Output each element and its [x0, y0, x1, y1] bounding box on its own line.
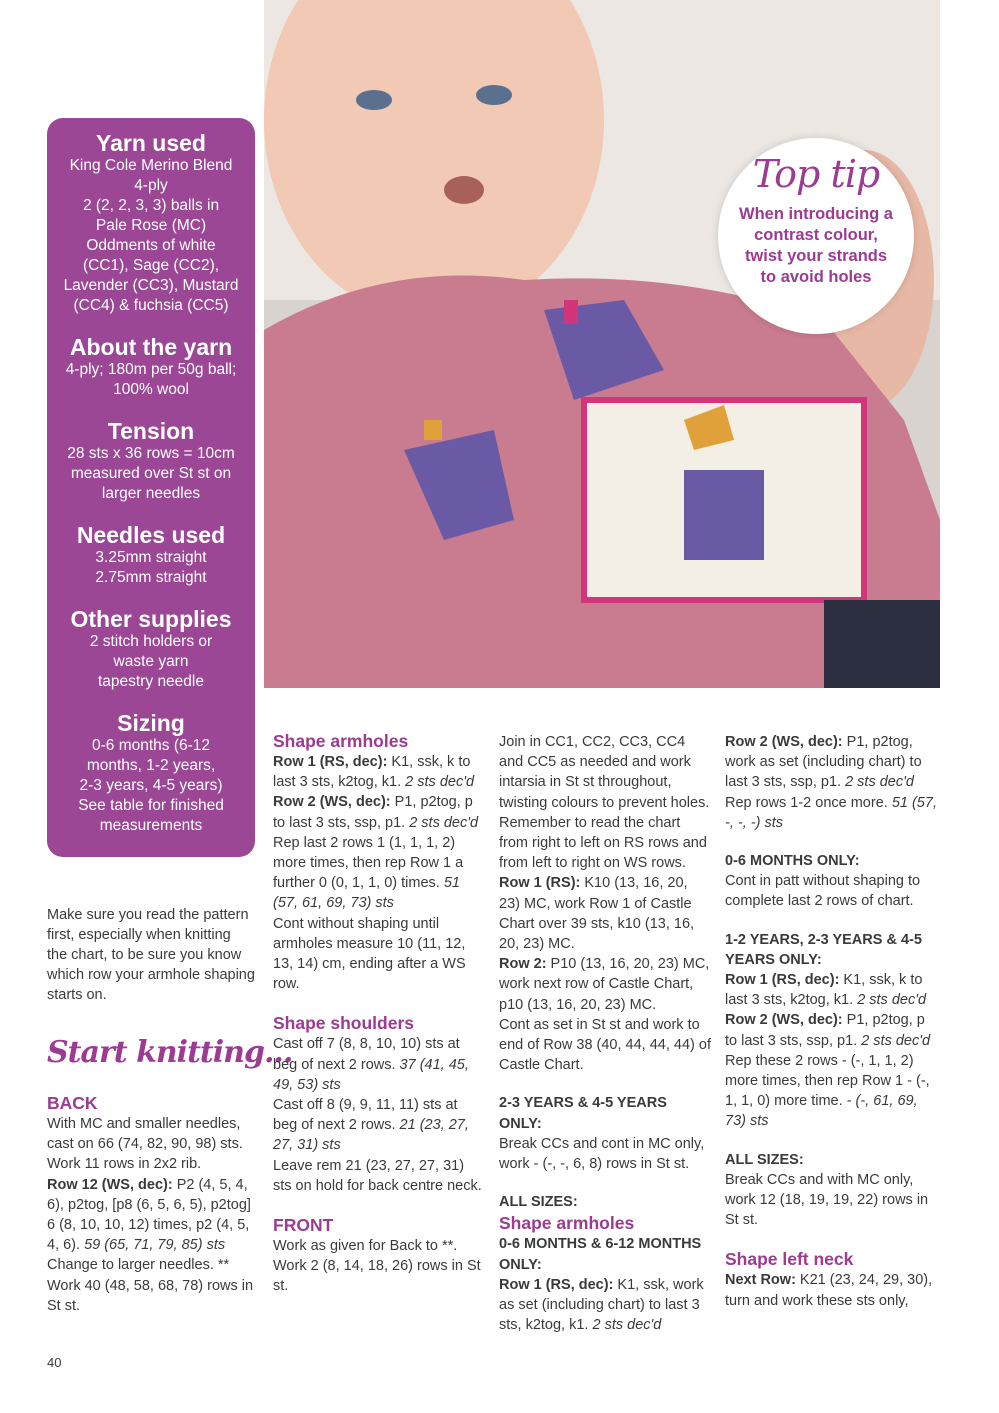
- page-number: 40: [47, 1355, 62, 1370]
- needles-heading: Needles used: [76, 522, 226, 548]
- front-shape-armholes-heading: Shape armholes: [499, 1213, 635, 1234]
- column-1: [47, 1092, 259, 1316]
- chart-row-2: Row 2: P10 (13, 16, 20, 23) MC, work next row of Castle Chart, p10 (13, 16, 20, 23) MC.: [499, 956, 710, 1013]
- yarn-used-text: King Cole Merino Blend 4-ply 2 (2, 2, 3, 3) balls in Pale Rose (MC) Oddments of white (CC1), Sage (CC2), Lavender (CC3), Mustard (CC4) & fuchsia (CC5): [63, 157, 239, 314]
- top-tip-title: Top tip: [752, 152, 880, 196]
- months-heading: 0-6 MONTHS & 6-12 MONTHS ONLY:: [499, 1236, 702, 1273]
- shoulder-step-2: Cast off 8 (9, 9, 11, 11) sts at beg of next 2 rows. 21 (23, 27, 27, 31) sts: [273, 1097, 469, 1154]
- column-2: [273, 730, 483, 1297]
- front-armhole-row-2: Row 2 (WS, dec): P1, p2tog, work as set (including chart) to last 3 sts, ssp, p1. 2 sts dec'd: [725, 734, 922, 791]
- chart-row-1: Row 1 (RS): K10 (13, 16, 20, 23) MC, work Row 1 of Castle Chart over 39 sts, k10 (13, 16, 20, 23) MC.: [499, 875, 695, 953]
- shape-armholes-heading: Shape armholes: [273, 731, 409, 751]
- tension-heading: Tension: [107, 418, 195, 444]
- back-cast-on: With MC and smaller needles, cast on 66 (74, 82, 90, 98) sts. Work 11 rows in 2x2 rib.: [47, 1116, 243, 1173]
- yarn-used-section: [47, 118, 255, 316]
- years-repeat: Rep these 2 rows - (-, 1, 1, 2) more times, then rep Row 1 - (-, 1, 1, 0) more time. - (-, 61, 69, 73) sts: [725, 1052, 930, 1130]
- chart-continue: Cont as set in St st and work to end of Row 38 (40, 44, 44, 44) of Castle Chart.: [499, 1016, 711, 1074]
- photo-illustration: [264, 0, 940, 688]
- sizing-heading: Sizing: [117, 710, 185, 736]
- shoulder-step-1: Cast off 7 (8, 8, 10, 10) sts at beg of next 2 rows. 37 (41, 45, 49, 53) sts: [273, 1036, 469, 1093]
- back-row-12: Row 12 (WS, dec): P2 (4, 5, 4, 6), p2tog, [p8 (6, 5, 6, 5), p2tog] 6 (8, 10, 10, 12) times, p2 (4, 5, 4, 6). 59 (65, 71, 79, 85) sts: [47, 1176, 251, 1254]
- back-change-needles: Change to larger needles. **: [47, 1257, 230, 1274]
- front-armhole-repeat: Rep rows 1-2 once more. 51 (57, -, -, -) sts: [725, 794, 937, 831]
- shape-shoulders-heading: Shape shoulders: [273, 1013, 415, 1034]
- baby-sweater-photo: [264, 0, 940, 688]
- top-tip-text: When introducing a contrast colour, twist your strands to avoid holes: [739, 205, 893, 286]
- armhole-continue: Cont without shaping until armholes measure 10 (11, 12, 13, 14) cm, ending after a WS row.: [273, 915, 466, 993]
- shoulder-step-3: Leave rem 21 (23, 27, 27, 31) sts on hold for back centre neck.: [273, 1157, 482, 1194]
- yarn-used-heading: Yarn used: [96, 130, 206, 156]
- about-yarn-heading: About the yarn: [69, 334, 233, 360]
- column-4: [725, 732, 940, 1311]
- years-row-2: Row 2 (WS, dec): P1, p2tog, p to last 3 sts, ssp, p1. 2 sts dec'd: [725, 1012, 931, 1049]
- intro-note: Make sure you read the pattern first, especially when knitting the chart, to be sure you know which row your armhole shaping starts on.: [47, 907, 255, 1003]
- tension-section: [47, 400, 255, 504]
- months-0-6-text: Cont in patt without shaping to complete last 2 rows of chart.: [725, 873, 921, 910]
- shape-left-neck-heading: Shape left neck: [725, 1249, 854, 1270]
- start-knitting-heading: Start knitting...: [47, 1035, 293, 1070]
- other-supplies-section: [47, 588, 255, 692]
- column-3: [499, 732, 711, 1335]
- front-armhole-row-1: Row 1 (RS, dec): K1, ssk, work as set (including chart) to last 3 sts, k2tog, k1. 2 sts dec'd: [499, 1276, 704, 1334]
- all-sizes-heading: ALL SIZES:: [499, 1194, 578, 1211]
- armhole-repeat: Rep last 2 rows 1 (1, 1, 1, 2) more times, then rep Row 1 a further 0 (0, 1, 1, 0) times. 51 (57, 61, 69, 73) sts: [273, 834, 464, 912]
- armhole-row-2: Row 2 (WS, dec): P1, p2tog, p to last 3 sts, ssp, p1. 2 sts dec'd: [273, 794, 479, 831]
- other-supplies-heading: Other supplies: [70, 606, 232, 632]
- all-sizes-heading-2: ALL SIZES:: [725, 1151, 804, 1168]
- years-2-5-heading: 2-3 YEARS & 4-5 YEARS ONLY:: [499, 1095, 667, 1132]
- tension-text: 28 sts x 36 rows = 10cm measured over St st on larger needles: [67, 445, 235, 502]
- sizing-text: 0-6 months (6-12 months, 1-2 years, 2-3 years, 4-5 years) See table for finished measurements: [78, 737, 224, 834]
- sizing-section: [47, 692, 255, 836]
- all-sizes-text: Break CCs and with MC only, work 12 (18, 19, 19, 22) rows in St st.: [725, 1171, 929, 1229]
- top-tip-badge: [718, 138, 914, 334]
- intarsia-intro: Join in CC1, CC2, CC3, CC4 and CC5 as needed and work intarsia in St st throughout, twisting colours to prevent holes. Remember to read the chart from right to left on RS rows and from left to right on WS rows.: [499, 734, 710, 872]
- about-yarn-section: [47, 316, 255, 400]
- years-2-5-text: Break CCs and cont in MC only, work - (-, -, 6, 8) rows in St st.: [499, 1135, 705, 1173]
- front-text: Work as given for Back to **. Work 2 (8, 14, 18, 26) rows in St st.: [273, 1238, 481, 1295]
- years-row-1: Row 1 (RS, dec): K1, ssk, k to last 3 sts, k2tog, k1. 2 sts dec'd: [725, 972, 927, 1009]
- about-yarn-text: 4-ply; 180m per 50g ball; 100% wool: [65, 361, 237, 398]
- armhole-row-1: Row 1 (RS, dec): K1, ssk, k to last 3 sts, k2tog, k1. 2 sts dec'd: [273, 754, 475, 791]
- needles-text: 3.25mm straight 2.75mm straight: [95, 549, 207, 586]
- back-work-rows: Work 40 (48, 58, 68, 78) rows in St st.: [47, 1277, 254, 1314]
- needles-section: [47, 504, 255, 588]
- back-heading: BACK: [47, 1093, 98, 1113]
- pattern-info-sidebar: [47, 118, 255, 857]
- years-1-5-heading: 1-2 YEARS, 2-3 YEARS & 4-5 YEARS ONLY:: [725, 931, 922, 968]
- other-supplies-text: 2 stitch holders or waste yarn tapestry needle: [89, 633, 213, 690]
- months-0-6-heading: 0-6 MONTHS ONLY:: [725, 853, 860, 870]
- left-neck-next-row: Next Row: K21 (23, 24, 29, 30), turn and work these sts only,: [725, 1272, 933, 1309]
- front-heading: FRONT: [273, 1215, 334, 1236]
